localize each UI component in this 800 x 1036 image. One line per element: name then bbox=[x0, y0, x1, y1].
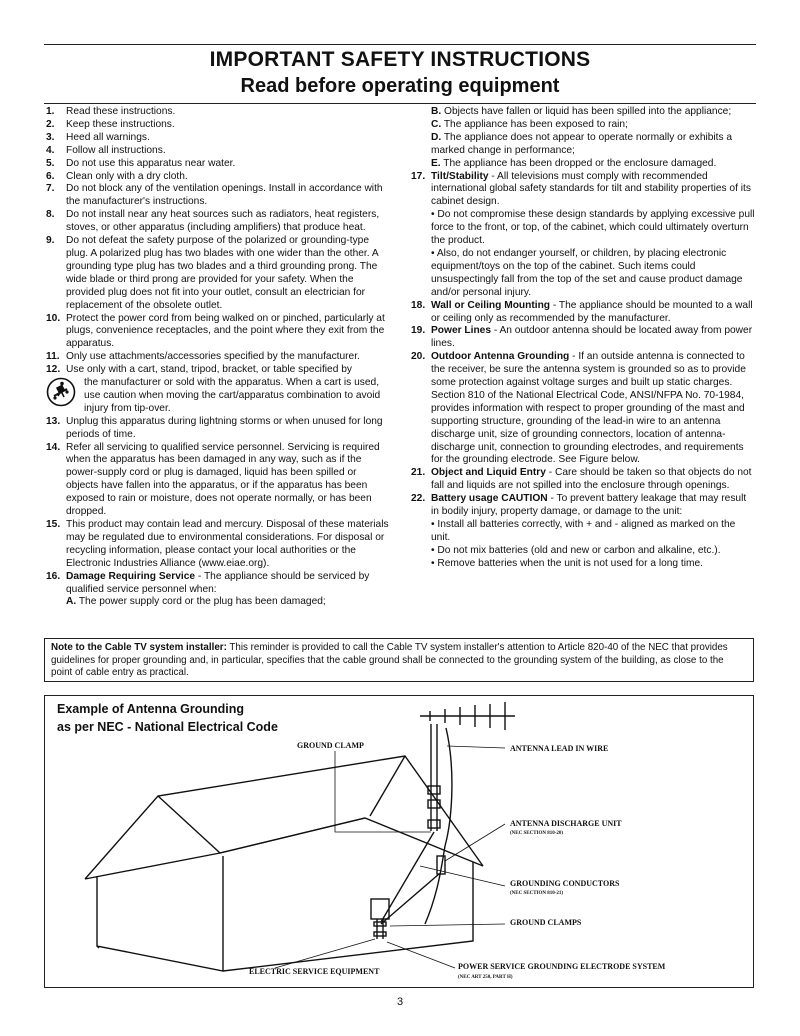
paragraph: • Remove batteries when the unit is not used for a long time. bbox=[431, 557, 703, 569]
lead-in-wire bbox=[425, 728, 452, 924]
antenna-mast bbox=[431, 724, 437, 831]
house-roof bbox=[85, 756, 483, 879]
discharge-unit-sublabel: (NEC SECTION 810-20) bbox=[510, 831, 564, 836]
antenna-grounding-diagram bbox=[44, 695, 754, 988]
electric-service-label: ELECTRIC SERVICE EQUIPMENT bbox=[249, 967, 380, 976]
list-item: 3. Heed all warnings. bbox=[46, 131, 150, 143]
list-item: 1. Read these instructions. bbox=[46, 106, 176, 117]
list-item: 15. This product may contain lead and mercury. Disposal of these materials may be regulated due to environmental considerations. For disposal or recycling information, please contact your local authorities or the Electronic Industries Alliance (www.eiae.org). bbox=[46, 519, 389, 569]
top-rule bbox=[44, 44, 756, 45]
list-item: 13. Unplug this apparatus during lightning storms or when unused for long periods of time. bbox=[46, 415, 383, 440]
power-service-label: POWER SERVICE GROUNDING ELECTRODE SYSTEM bbox=[458, 962, 666, 971]
list-item: 11. Only use attachments/accessories specified by the manufacturer. bbox=[46, 351, 360, 363]
list-item: 14. Refer all servicing to qualified service personnel. Servicing is required when the apparatus has been damaged in any way, such as if the power-supply cord or plug is damaged, liquid has been spilled or objects have fallen into the apparatus, or if the apparatus has been exposed to rain or moisture, does not operate normally, or has been dropped. bbox=[46, 441, 380, 518]
list-item: 4. Follow all instructions. bbox=[46, 144, 166, 156]
list-item: 22. Battery usage CAUTION - To prevent battery leakage that may result in bodily injury, property damage, or damage to the unit: bbox=[411, 493, 747, 518]
list-item: 20. Outdoor Antenna Grounding - If an outside antenna is connected to the receiver, be sure the antenna system is grounded so as to provide some protection against voltage surges and built up static charges. bbox=[411, 351, 746, 389]
paragraph: • Install all batteries correctly, with + and - aligned as marked on the unit. bbox=[431, 519, 736, 543]
sub-item: B. Objects have fallen or liquid has been spilled into the appliance; bbox=[431, 106, 732, 117]
page-number: 3 bbox=[396, 996, 404, 1008]
grounding-conductors-label: GROUNDING CONDUCTORS bbox=[510, 879, 620, 888]
list-item: 9. Do not defeat the safety purpose of the polarized or grounding-type plug. A polarized plug has two blades with one wider than the other. A grounding type plug has two blades and a third grounding prong. The wide blade or third prong are provided for your safety. When the provided plug does not fit into your outlet, consult an electrician for replacement of the obsolete outlet. bbox=[46, 235, 379, 311]
sub-item: E. The appliance has been dropped or the enclosure damaged. bbox=[431, 157, 717, 169]
antenna-lead-label: ANTENNA LEAD IN WIRE bbox=[510, 744, 609, 753]
paragraph: • Do not mix batteries (old and new or carbon and alkaline, etc.). bbox=[431, 544, 721, 556]
list-item: 8. Do not install near any heat sources such as radiators, heat registers, stoves, or other apparatus (including amplifiers) that produce heat. bbox=[46, 209, 380, 234]
cable-tv-note bbox=[44, 638, 754, 682]
antenna-array bbox=[420, 702, 515, 730]
power-service-sublabel: (NEC ART 250, PART H) bbox=[458, 975, 513, 980]
ground-clamp-label: GROUND CLAMP bbox=[297, 741, 364, 750]
list-item: 7. Do not block any of the ventilation openings. Install in accordance with the manufacturer's instructions. bbox=[46, 183, 383, 208]
paragraph: • Also, do not endanger yourself, or children, by placing electronic equipment/toys on the top of the cabinet. Such items could unsuspectingly fall from the top of the set and cause product damage and/or personal injury. bbox=[431, 247, 743, 298]
sub-item: D. The appliance does not appear to operate normally or exhibits a marked change in performance; bbox=[431, 131, 733, 156]
list-item: 17. Tilt/Stability - All televisions must comply with recommended international global safety standards for tilt and stability properties of its cabinet design. bbox=[411, 170, 751, 208]
house-walls bbox=[97, 856, 473, 971]
discharge-unit-label: ANTENNA DISCHARGE UNIT bbox=[510, 819, 622, 828]
grounding-conductors-sublabel: (NEC SECTION 810-21) bbox=[510, 891, 564, 896]
sub-item: A. The power supply cord or the plug has been damaged; bbox=[66, 596, 326, 608]
list-item: 5. Do not use this apparatus near water. bbox=[46, 157, 236, 169]
header-rule bbox=[44, 103, 756, 104]
house-antenna-illustration bbox=[45, 696, 755, 989]
right-column bbox=[411, 106, 756, 571]
cart-warning: the manufacturer or sold with the apparatus. When a cart is used, use caution when moving the cart/apparatus combination to avoid injury from tip-over. bbox=[46, 377, 391, 416]
paragraph: • Do not compromise these design standards by applying excessive pull force to the front, or top, of the cabinet, which could ultimately overturn the product. bbox=[431, 209, 755, 247]
list-item: 19. Power Lines - An outdoor antenna should be located away from power lines. bbox=[411, 325, 753, 350]
electric-service-box bbox=[371, 899, 389, 919]
list-item: 10. Protect the power cord from being walked on or pinched, particularly at plugs, convenience receptacles, and the point where they exit from the apparatus. bbox=[46, 312, 385, 350]
ground-clamps-label: GROUND CLAMPS bbox=[510, 918, 582, 927]
list-item: 6. Clean only with a dry cloth. bbox=[46, 170, 188, 182]
note-title: Note to the Cable TV system installer: bbox=[51, 642, 227, 653]
cart-tipover-warning-icon bbox=[46, 377, 76, 407]
left-column bbox=[46, 106, 391, 609]
note-text: This reminder is provided to call the Cable TV system installer's attention to Article 820-40 of the NEC that provides guidelines for proper grounding and, in particular, specifies that the cable ground shall be connected to the grounding system of the building, as close to the point of cable entry as practical. bbox=[51, 642, 728, 679]
list-item: 18. Wall or Ceiling Mounting - The appliance should be mounted to a wall or ceiling only as recommended by the manufacturer. bbox=[411, 299, 753, 324]
list-item: 12. Use only with a cart, stand, tripod, bracket, or table specified by bbox=[46, 364, 352, 376]
page-subtitle: Read before operating equipment bbox=[240, 75, 560, 97]
list-item: 21. Object and Liquid Entry - Care should be taken so that objects do not fall and liquids are not spilled into the enclosure through openings. bbox=[411, 467, 752, 492]
sub-item: C. The appliance has been exposed to rain; bbox=[431, 118, 628, 130]
list-item: 2. Keep these instructions. bbox=[46, 118, 175, 130]
page-title: IMPORTANT SAFETY INSTRUCTIONS bbox=[209, 48, 591, 71]
diagram-title: Example of Antenna Grounding as per NEC - National Electrical Code bbox=[57, 702, 278, 734]
list-item: 16. Damage Requiring Service - The appliance should be serviced by qualified service personnel when: bbox=[46, 570, 370, 595]
paragraph: Section 810 of the National Electrical Code, ANSI/NFPA No. 70-1984, provides information with respect to proper grounding of the mast and supporting structure, grounding of the lead-in wire to an antenna discharge unit, size of grounding connectors, location of antenna-discharge unit, connection to grounding electrodes, and requirements for the grounding electrode. See Figure below. bbox=[431, 389, 745, 466]
